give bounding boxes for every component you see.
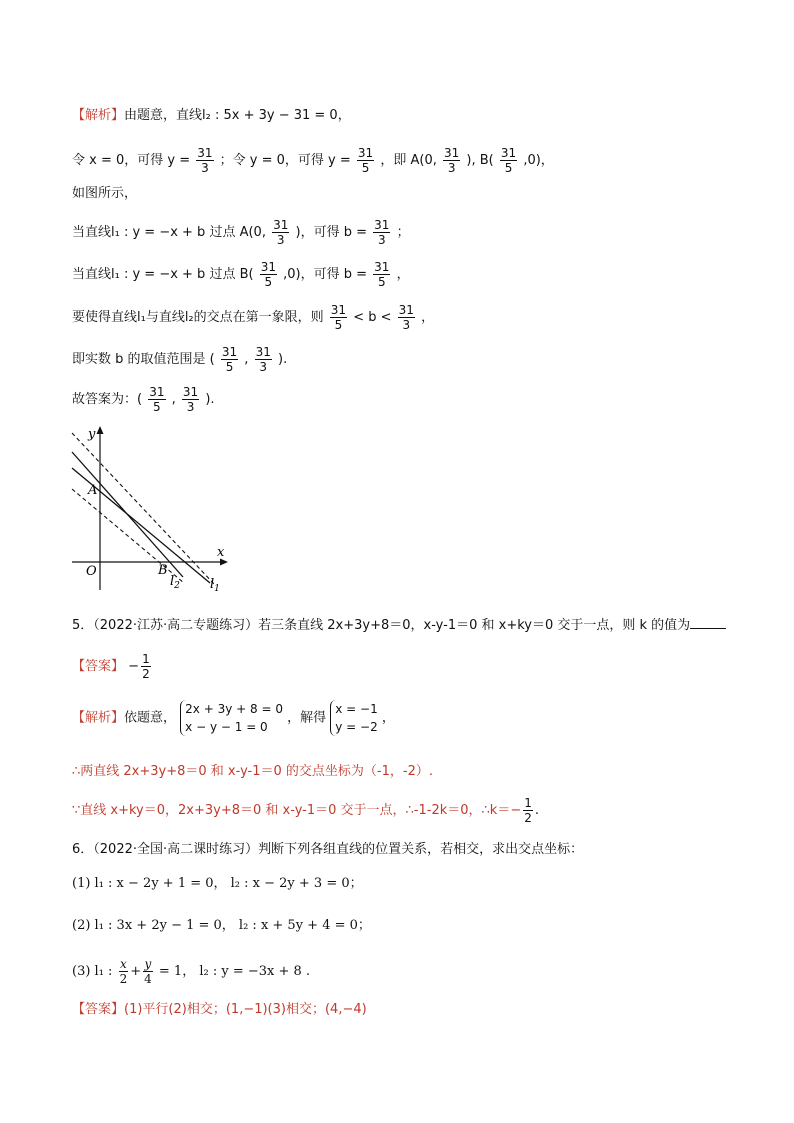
solution-system: x = −1 y = −2 bbox=[330, 700, 377, 736]
answer-tag: 【答案】 bbox=[72, 1002, 125, 1017]
fraction: $\frac{31}{3}$ bbox=[182, 385, 199, 414]
origin-label: O bbox=[86, 564, 97, 579]
q6-answer: 【答案】(1)平行(2)相交；(1,−1)(3)相交；(4,−4) bbox=[72, 1002, 367, 1017]
fraction: $\frac{1}{2}$ bbox=[142, 652, 150, 681]
solution-line-4: 当直线l₁ : y = −x + b 过点 A(0, $\frac{31}{3}$ )，可得 b = $\frac{31}{3}$ ； bbox=[72, 218, 410, 247]
fraction: $\frac{31}{3}$ bbox=[197, 146, 213, 175]
solution-line-7: 即实数 b 的取值范围是 ( $\frac{31}{5}$ , $\frac{31}{3}$ ). bbox=[72, 345, 288, 374]
q6-part-2: (2) l₁ : 3x + 2y − 1 = 0， l₂ : x + 5y + 4 = 0； bbox=[72, 918, 371, 933]
fraction: $\frac{y}{4}$ bbox=[144, 957, 152, 986]
solution-line-2: 令 x = 0，可得 y = $\frac{31}{3}$ ；令 y = 0，可得 y = $\frac{31}{5}$ ，即 A(0, $\frac{31}{3}$ ), B( $\frac{31}{5}$ ,0)， bbox=[72, 146, 554, 175]
solution-line-8: 故答案为：( $\frac{31}{5}$ , $\frac{31}{3}$ ). bbox=[72, 385, 215, 414]
analysis-tag: 【解析】 bbox=[72, 108, 125, 123]
fraction: $\frac{31}{3}$ bbox=[273, 218, 289, 247]
line-l2 bbox=[72, 452, 183, 577]
answer-blank bbox=[690, 616, 726, 629]
q5-analysis-line-3: ∴两直线 2x+3y+8＝0 和 x-y-1＝0 的交点坐标为（-1，-2）. bbox=[72, 764, 433, 779]
solution-line-1: 【解析】由题意，直线l₂ : 5x + 3y − 31 = 0， bbox=[72, 108, 351, 123]
coordinate-figure bbox=[70, 425, 240, 600]
fraction: $\frac{31}{3}$ bbox=[255, 345, 271, 374]
x-axis-label: x bbox=[217, 545, 225, 560]
fraction: $\frac{x}{2}$ bbox=[119, 957, 128, 986]
fraction: $\frac{31}{5}$ bbox=[260, 260, 276, 289]
y-axis-label: y bbox=[88, 427, 96, 442]
l1-label: $l_1$ bbox=[210, 577, 220, 594]
q5-answer: 【答案】 − $\frac{1}{2}$ bbox=[72, 652, 150, 681]
q5-analysis: 【解析】依题意， 2x + 3y + 8 = 0 x − y − 1 = 0 ，解得 x = −1 y = −2 ， bbox=[72, 702, 395, 734]
solution-line-5: 当直线l₁ : y = −x + b 过点 B( $\frac{31}{5}$ ,0)，可得 b = $\frac{31}{5}$ ， bbox=[72, 260, 410, 289]
point-a-label: A bbox=[88, 483, 98, 498]
y-axis-arrow bbox=[97, 426, 104, 434]
answer-tag: 【答案】 bbox=[72, 659, 125, 674]
fraction: $\frac{31}{5}$ bbox=[374, 260, 390, 289]
fraction: $\frac{31}{3}$ bbox=[444, 146, 460, 175]
equation-system: 2x + 3y + 8 = 0 x − y − 1 = 0 bbox=[180, 700, 283, 736]
question-6: 6．（2022·全国·高二课时练习）判断下列各组直线的位置关系，若相交，求出交点坐标： bbox=[72, 842, 584, 857]
q6-part-3: (3) l₁ : $\frac{x}{2}$ + $\frac{y}{4}$ = 1， l₂ : y = −3x + 8 . bbox=[72, 957, 311, 986]
solution-line-3: 如图所示， bbox=[72, 186, 138, 201]
fraction: $\frac{31}{5}$ bbox=[500, 146, 517, 175]
q6-part-1: (1) l₁ : x − 2y + 1 = 0， l₂ : x − 2y + 3 = 0； bbox=[72, 876, 363, 891]
fraction: $\frac{31}{5}$ bbox=[149, 385, 165, 414]
fraction: $\frac{1}{2}$ bbox=[524, 796, 532, 825]
fraction: $\frac{31}{5}$ bbox=[357, 146, 374, 175]
fraction: $\frac{31}{5}$ bbox=[221, 345, 238, 374]
l2-label: $l_2$ bbox=[170, 574, 180, 591]
point-b-label: B bbox=[158, 563, 168, 578]
fraction: $\frac{31}{5}$ bbox=[330, 303, 347, 332]
fraction: $\frac{31}{3}$ bbox=[398, 303, 414, 332]
q5-analysis-line-4: ∵直线 x+ky＝0，2x+3y+8＝0 和 x-y-1＝0 交于一点，∴-1-2k＝0，∴k＝− $\frac{1}{2}$ . bbox=[72, 796, 539, 825]
fraction: $\frac{31}{3}$ bbox=[374, 218, 390, 247]
solution-line-6: 要使得直线l₁与直线l₂的交点在第一象限，则 $\frac{31}{5}$ < b < $\frac{31}{3}$ ， bbox=[72, 303, 435, 332]
question-5: 5．（2022·江苏·高二专题练习）若三条直线 2x+3y+8＝0，x-y-1＝0 和 x+ky＝0 交于一点，则 k 的值为 bbox=[72, 616, 726, 636]
analysis-tag: 【解析】 bbox=[72, 710, 125, 726]
